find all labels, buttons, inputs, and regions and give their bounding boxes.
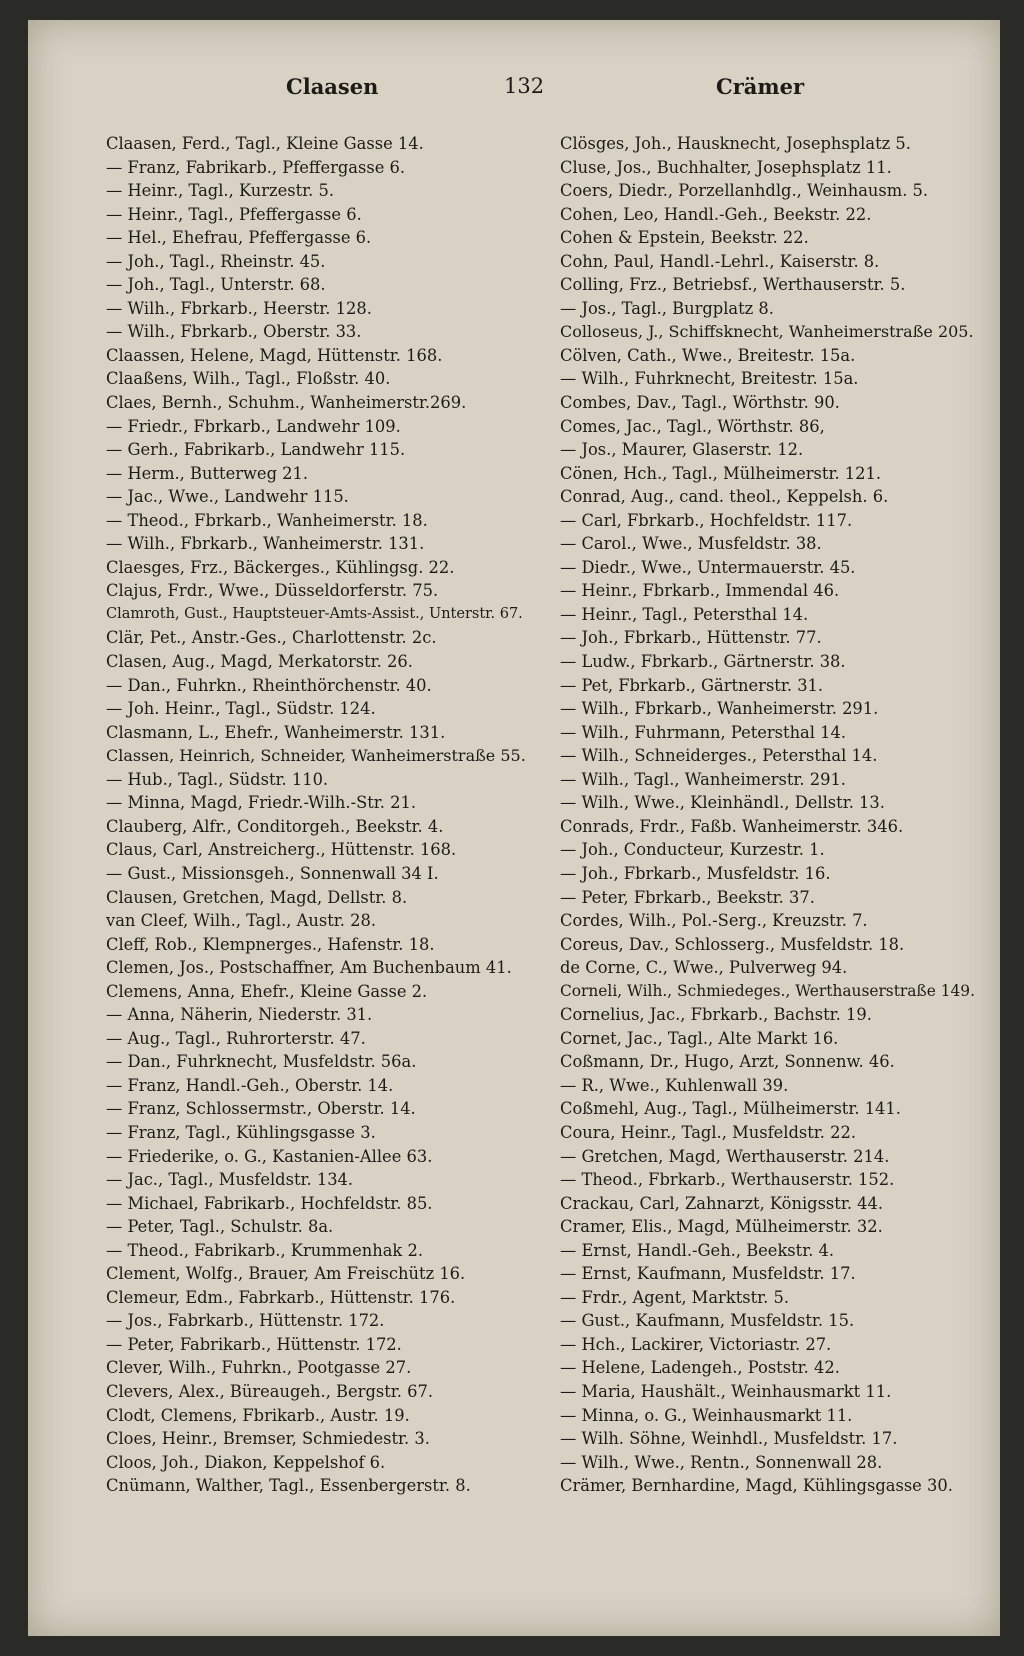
directory-entry: — Anna, Näherin, Niederstr. 31.: [106, 1005, 373, 1025]
directory-entry: — Carl, Fbrkarb., Hochfeldstr. 117.: [560, 510, 853, 530]
directory-entry: Claasen, Ferd., Tagl., Kleine Gasse 14.: [106, 134, 424, 153]
directory-entry: — Herm., Butterweg 21.: [106, 463, 309, 483]
directory-entry: — Wilh. Söhne, Weinhdl., Musfeldstr. 17.: [560, 1429, 898, 1449]
directory-entry: — Wilh., Schneiderges., Petersthal 14.: [560, 746, 878, 766]
directory-entry: Claesges, Frz., Bäckerges., Kühlingsg. 22.: [106, 557, 455, 577]
directory-entry: — Franz, Tagl., Kühlingsgasse 3.: [106, 1122, 376, 1142]
directory-entry: — Theod., Fbrkarb., Werthauserstr. 152.: [560, 1170, 895, 1190]
directory-entry: — Wilh., Fbrkarb., Wanheimerstr. 131.: [106, 534, 425, 554]
directory-entry: — Minna, o. G., Weinhausmarkt 11.: [560, 1405, 853, 1425]
directory-entry: Clauberg, Alfr., Conditorgeh., Beekstr. 4.: [106, 816, 444, 836]
directory-entry: — Jos., Tagl., Burgplatz 8.: [560, 298, 774, 318]
header-left-keyword: Claasen: [286, 74, 379, 99]
directory-entry: — Peter, Tagl., Schulstr. 8a.: [106, 1217, 334, 1237]
directory-entry: — Gretchen, Magd, Werthauserstr. 214.: [560, 1146, 890, 1166]
directory-entry: Coßmehl, Aug., Tagl., Mülheimerstr. 141.: [560, 1099, 901, 1119]
directory-entry: — Diedr., Wwe., Untermauerstr. 45.: [560, 557, 856, 577]
directory-page: [28, 20, 1000, 1636]
directory-entry: Clausen, Gretchen, Magd, Dellstr. 8.: [106, 887, 408, 907]
directory-entry: Cordes, Wilh., Pol.-Serg., Kreuzstr. 7.: [560, 911, 868, 931]
directory-entry: Cohn, Paul, Handl.-Lehrl., Kaiserstr. 8.: [560, 251, 880, 271]
directory-entry: — Wilh., Fuhrknecht, Breitestr. 15a.: [560, 369, 859, 389]
left-column: [106, 132, 526, 1498]
directory-entry: van Cleef, Wilh., Tagl., Austr. 28.: [106, 911, 377, 931]
directory-entry: — Jac., Wwe., Landwehr 115.: [106, 487, 349, 507]
directory-entry: Combes, Dav., Tagl., Wörthstr. 90.: [560, 393, 840, 413]
directory-entry: Coers, Diedr., Porzellanhdlg., Weinhausm. 5.: [560, 181, 929, 201]
directory-entry: Claaßens, Wilh., Tagl., Floßstr. 40.: [106, 369, 391, 389]
directory-entry: Clär, Pet., Anstr.-Ges., Charlottenstr. 2c.: [106, 628, 437, 648]
directory-entry: Coreus, Dav., Schlosserg., Musfeldstr. 18.: [560, 934, 905, 954]
directory-entry: — Wilh., Fbrkarb., Oberstr. 33.: [106, 322, 362, 342]
directory-entry: Cleff, Rob., Klempnerges., Hafenstr. 18.: [106, 934, 435, 954]
directory-entry: — Frdr., Agent, Marktstr. 5.: [560, 1287, 790, 1307]
directory-entry: Colloseus, J., Schiffsknecht, Wanheimerstraße 205.: [560, 322, 974, 342]
directory-entry: — Helene, Ladengeh., Poststr. 42.: [560, 1358, 840, 1378]
directory-entry: — Wilh., Fuhrmann, Petersthal 14.: [560, 722, 847, 742]
directory-entry: — Dan., Fuhrkn., Rheinthörchenstr. 40.: [106, 675, 432, 695]
directory-entry: Coura, Heinr., Tagl., Musfeldstr. 22.: [560, 1122, 857, 1142]
directory-entry: Cramer, Elis., Magd, Mülheimerstr. 32.: [560, 1217, 883, 1237]
directory-entry: — Peter, Fbrkarb., Beekstr. 37.: [560, 887, 815, 907]
directory-entry: Crämer, Bernhardine, Magd, Kühlingsgasse 30.: [560, 1476, 953, 1496]
directory-entry: — Gust., Missionsgeh., Sonnenwall 34 I.: [106, 863, 439, 883]
directory-entry: — Hub., Tagl., Südstr. 110.: [106, 769, 329, 789]
directory-entry: Cnümann, Walther, Tagl., Essenbergerstr. 8.: [106, 1476, 471, 1496]
directory-entry: Clösges, Joh., Hausknecht, Josephsplatz 5.: [560, 134, 911, 153]
directory-entry: — Hel., Ehefrau, Pfeffergasse 6.: [106, 228, 372, 248]
directory-entry: — Ludw., Fbrkarb., Gärtnerstr. 38.: [560, 652, 846, 672]
page-header: [28, 74, 1000, 104]
header-right-keyword: Crämer: [716, 74, 805, 99]
directory-entry: Clevers, Alex., Büreaugeh., Bergstr. 67.: [106, 1381, 433, 1401]
directory-entry: — Heinr., Fbrkarb., Immendal 46.: [560, 581, 840, 601]
directory-entry: — Franz, Schlossermstr., Oberstr. 14.: [106, 1099, 416, 1119]
directory-entry: — Heinr., Tagl., Pfeffergasse 6.: [106, 204, 362, 224]
directory-entry: Cloes, Heinr., Bremser, Schmiedestr. 3.: [106, 1429, 430, 1449]
directory-entry: — Carol., Wwe., Musfeldstr. 38.: [560, 534, 822, 554]
directory-entry: — Dan., Fuhrknecht, Musfeldstr. 56a.: [106, 1052, 417, 1072]
directory-entry: — Wilh., Tagl., Wanheimerstr. 291.: [560, 769, 846, 789]
directory-entry: — Gust., Kaufmann, Musfeldstr. 15.: [560, 1311, 855, 1331]
directory-entry: — Pet, Fbrkarb., Gärtnerstr. 31.: [560, 675, 824, 695]
directory-entry: — Jos., Maurer, Glaserstr. 12.: [560, 440, 804, 460]
directory-entry: — Jac., Tagl., Musfeldstr. 134.: [106, 1170, 354, 1190]
directory-entry: Crackau, Carl, Zahnarzt, Königsstr. 44.: [560, 1193, 884, 1213]
directory-entry: — Wilh., Fbrkarb., Heerstr. 128.: [106, 298, 372, 318]
directory-entry: — Joh., Fbrkarb., Hüttenstr. 77.: [560, 628, 822, 648]
directory-entry: Cornet, Jac., Tagl., Alte Markt 16.: [560, 1028, 839, 1048]
right-column: [560, 132, 980, 1498]
directory-entry: — Franz, Handl.-Geh., Oberstr. 14.: [106, 1075, 394, 1095]
directory-entry: Cönen, Hch., Tagl., Mülheimerstr. 121.: [560, 463, 882, 483]
directory-entry: Cluse, Jos., Buchhalter, Josephsplatz 11.: [560, 157, 892, 177]
directory-entry: — Peter, Fabrikarb., Hüttenstr. 172.: [106, 1334, 402, 1354]
directory-entry: — Minna, Magd, Friedr.-Wilh.-Str. 21.: [106, 793, 417, 813]
directory-entry: Clever, Wilh., Fuhrkn., Pootgasse 27.: [106, 1358, 412, 1378]
directory-entry: Clement, Wolfg., Brauer, Am Freischütz 16.: [106, 1264, 466, 1284]
directory-entry: Colling, Frz., Betriebsf., Werthauserstr. 5.: [560, 275, 906, 295]
directory-entry: Corneli, Wilh., Schmiedeges., Werthauserstraße 149.: [560, 981, 975, 1000]
directory-entry: — Joh., Conducteur, Kurzestr. 1.: [560, 840, 825, 860]
directory-entry: Conrad, Aug., cand. theol., Keppelsh. 6.: [560, 487, 889, 507]
directory-entry: — Ernst, Handl.-Geh., Beekstr. 4.: [560, 1240, 835, 1260]
directory-entry: — Heinr., Tagl., Petersthal 14.: [560, 604, 809, 624]
directory-entry: Cohen, Leo, Handl.-Geh., Beekstr. 22.: [560, 204, 872, 224]
directory-entry: Classen, Heinrich, Schneider, Wanheimerstraße 55.: [106, 746, 526, 766]
directory-entry: de Corne, C., Wwe., Pulverweg 94.: [560, 958, 848, 978]
directory-entry: — Wilh., Wwe., Rentn., Sonnenwall 28.: [560, 1452, 883, 1472]
directory-entry: Clemen, Jos., Postschaffner, Am Buchenbaum 41.: [106, 958, 512, 978]
directory-entry: — Michael, Fabrikarb., Hochfeldstr. 85.: [106, 1193, 433, 1213]
directory-entry: — Wilh., Fbrkarb., Wanheimerstr. 291.: [560, 699, 879, 719]
directory-entry: — Franz, Fabrikarb., Pfeffergasse 6.: [106, 157, 406, 177]
directory-entry: Comes, Jac., Tagl., Wörthstr. 86,: [560, 416, 825, 436]
directory-entry: — Wilh., Wwe., Kleinhändl., Dellstr. 13.: [560, 793, 885, 813]
directory-entry: Cohen & Epstein, Beekstr. 22.: [560, 228, 809, 248]
page-number: 132: [504, 74, 545, 98]
directory-entry: — Joh., Tagl., Rheinstr. 45.: [106, 251, 326, 271]
directory-entry: Conrads, Frdr., Faßb. Wanheimerstr. 346.: [560, 816, 904, 836]
directory-entry: Clamroth, Gust., Hauptsteuer-Amts-Assist., Unterstr. 67.: [106, 605, 523, 622]
directory-entry: Clajus, Frdr., Wwe., Düsseldorferstr. 75.: [106, 581, 439, 601]
directory-entry: — Maria, Haushält., Weinhausmarkt 11.: [560, 1381, 892, 1401]
directory-entry: Claes, Bernh., Schuhm., Wanheimerstr.269.: [106, 393, 467, 413]
directory-entry: — Hch., Lackirer, Victoriastr. 27.: [560, 1334, 832, 1354]
directory-entry: Clasmann, L., Ehefr., Wanheimerstr. 131.: [106, 722, 446, 742]
directory-entry: Claus, Carl, Anstreicherg., Hüttenstr. 168.: [106, 840, 457, 860]
directory-entry: Claassen, Helene, Magd, Hüttenstr. 168.: [106, 345, 443, 365]
directory-entry: — Gerh., Fabrikarb., Landwehr 115.: [106, 440, 406, 460]
directory-entry: Cornelius, Jac., Fbrkarb., Bachstr. 19.: [560, 1005, 872, 1025]
directory-entry: — R., Wwe., Kuhlenwall 39.: [560, 1075, 789, 1095]
directory-entry: — Theod., Fabrikarb., Krummenhak 2.: [106, 1240, 423, 1260]
directory-entry: — Theod., Fbrkarb., Wanheimerstr. 18.: [106, 510, 428, 530]
directory-entry: Coßmann, Dr., Hugo, Arzt, Sonnenw. 46.: [560, 1052, 895, 1072]
directory-entry: — Heinr., Tagl., Kurzestr. 5.: [106, 181, 335, 201]
directory-entry: — Jos., Fabrkarb., Hüttenstr. 172.: [106, 1311, 385, 1331]
directory-entry: Clasen, Aug., Magd, Merkatorstr. 26.: [106, 652, 413, 672]
directory-entry: — Aug., Tagl., Ruhrorterstr. 47.: [106, 1028, 366, 1048]
directory-entry: — Joh. Heinr., Tagl., Südstr. 124.: [106, 699, 376, 719]
directory-entry: — Friedr., Fbrkarb., Landwehr 109.: [106, 416, 401, 436]
directory-entry: — Joh., Fbrkarb., Musfeldstr. 16.: [560, 863, 831, 883]
directory-entry: Clemeur, Edm., Fabrkarb., Hüttenstr. 176.: [106, 1287, 456, 1307]
directory-entry: Clemens, Anna, Ehefr., Kleine Gasse 2.: [106, 981, 428, 1001]
directory-entry: — Ernst, Kaufmann, Musfeldstr. 17.: [560, 1264, 856, 1284]
directory-entry: — Joh., Tagl., Unterstr. 68.: [106, 275, 326, 295]
directory-entry: Clodt, Clemens, Fbrikarb., Austr. 19.: [106, 1405, 410, 1425]
directory-entry: — Friederike, o. G., Kastanien-Allee 63.: [106, 1146, 433, 1166]
directory-entry: Cloos, Joh., Diakon, Keppelshof 6.: [106, 1452, 386, 1472]
directory-entry: Cölven, Cath., Wwe., Breitestr. 15a.: [560, 345, 856, 365]
